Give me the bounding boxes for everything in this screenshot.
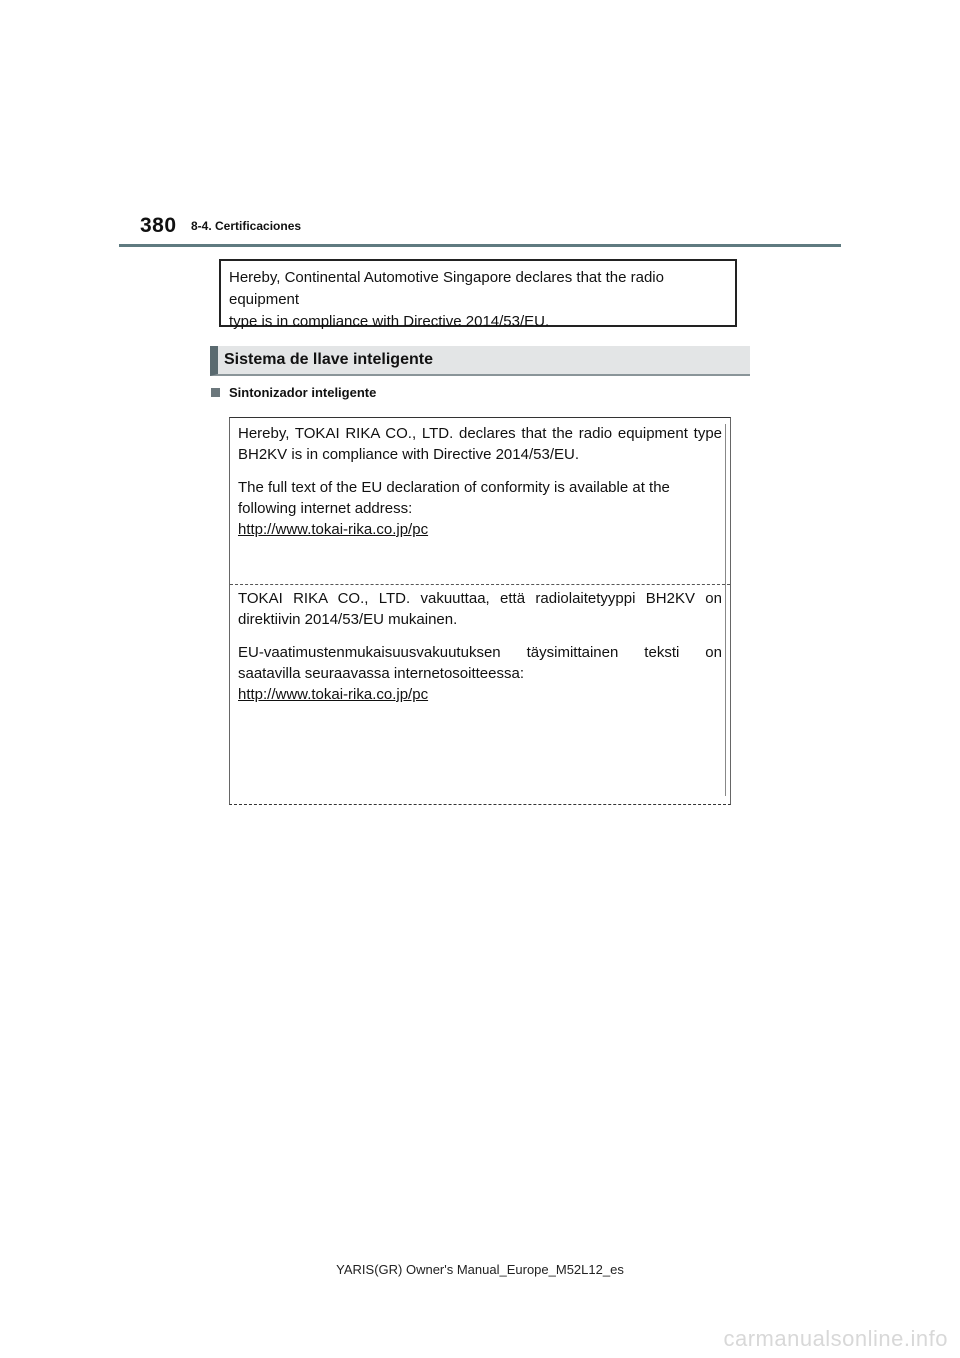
certificate-text-line: following internet address:: [238, 500, 413, 517]
page-number: 380: [140, 214, 177, 237]
subsection-heading: [211, 385, 376, 400]
certificate-box-tokai-rika: [229, 417, 731, 805]
bullet-square-icon: [211, 388, 220, 397]
certificate-link: http://www.tokai-rika.co.jp/pc: [238, 521, 429, 538]
inner-rule: [725, 424, 726, 796]
subsection-label: Sintonizador inteligente: [229, 385, 377, 400]
panel-divider: [230, 584, 730, 585]
section-heading: Sistema de llave inteligente: [210, 346, 750, 376]
certificate-text-line: TOKAI RIKA CO., LTD. vakuuttaa, että radiolaitetyyppi BH2KV on: [238, 590, 722, 607]
certificate-text-line: direktiivin 2014/53/EU mukainen.: [238, 611, 458, 628]
page-footer: YARIS(GR) Owner's Manual_Europe_M52L12_es: [336, 1262, 624, 1277]
certificate-text-line: saatavilla seuraavassa internetosoitteessa:: [238, 665, 524, 682]
certificate-panel-english: [238, 423, 722, 581]
certificate-box-continental: [219, 259, 737, 330]
certificate-text-line: BH2KV is in compliance with Directive 2014/53/EU.: [238, 446, 579, 463]
header-rule: [119, 244, 841, 247]
certificate-text-line: Hereby, Continental Automotive Singapore declares that the radio equipment: [229, 269, 664, 308]
section-title: 8-4. Certificaciones: [191, 219, 302, 233]
watermark: carmanualsonline.info: [723, 1326, 948, 1351]
certificate-text-line: The full text of the EU declaration of conformity is available at the: [238, 479, 670, 496]
certificate-text-line: EU-vaatimustenmukaisuusvakuutuksen täysimittainen teksti on: [238, 644, 722, 661]
certificate-link: http://www.tokai-rika.co.jp/pc: [238, 686, 429, 703]
certificate-panel-finnish: [238, 588, 722, 793]
certificate-text-line: type is in compliance with Directive 2014/53/EU.: [229, 313, 550, 330]
certificate-text-line: Hereby, TOKAI RIKA CO., LTD. declares that the radio equipment type: [238, 425, 722, 442]
